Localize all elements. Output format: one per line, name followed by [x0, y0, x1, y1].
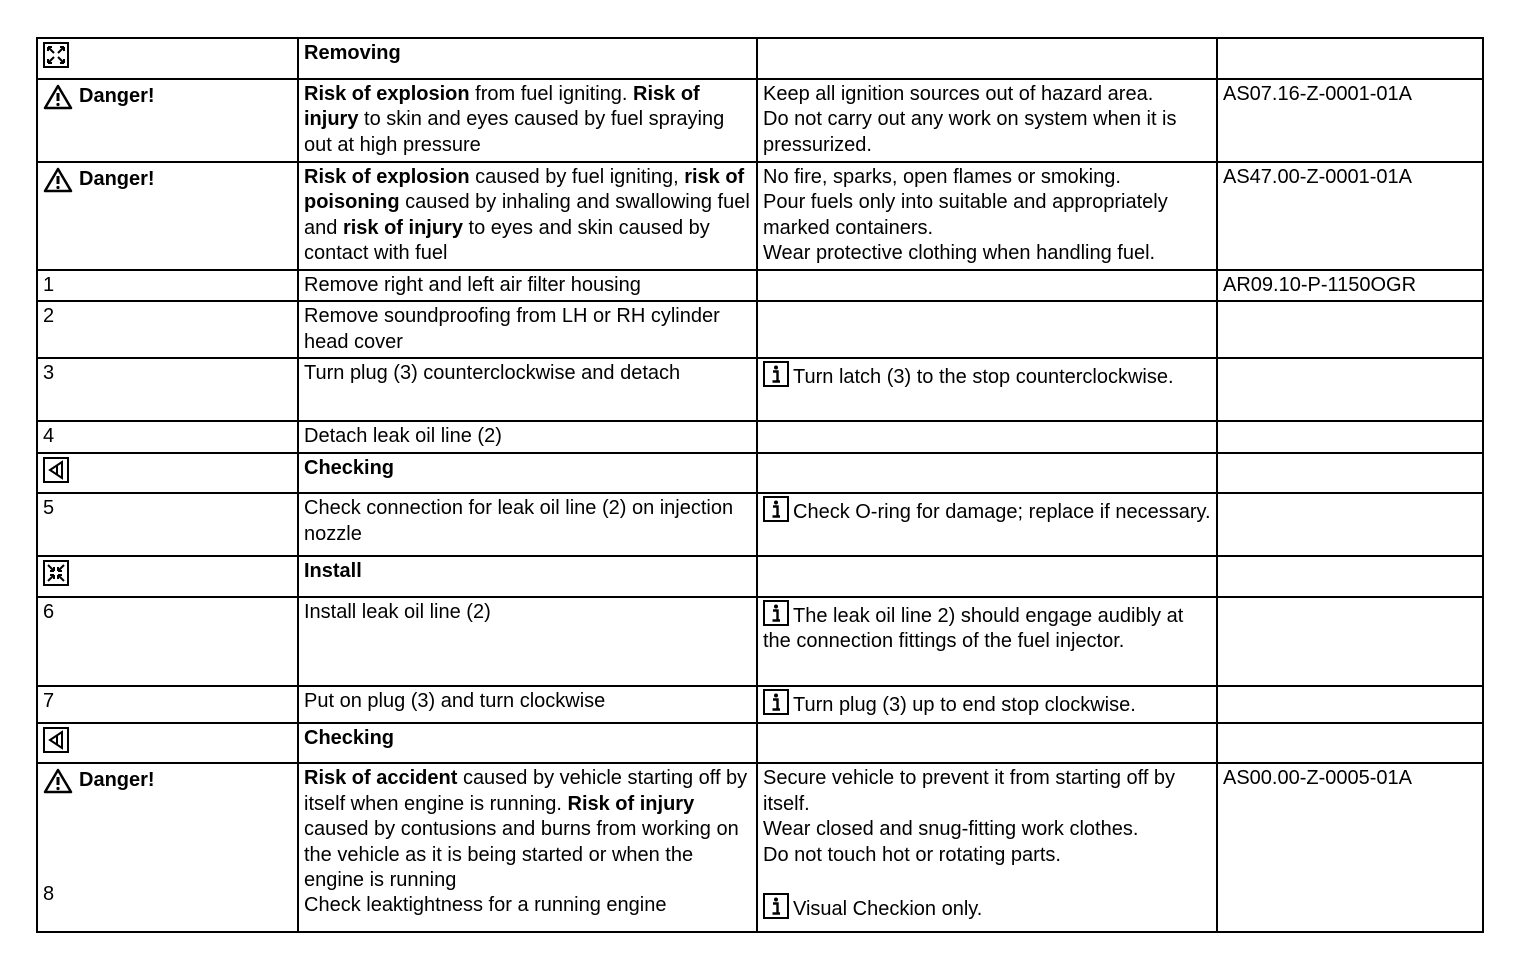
symbol-cell	[37, 38, 298, 79]
step-reference: AR09.10-P-1150OGR	[1217, 270, 1483, 302]
info-icon	[763, 689, 789, 715]
hazard-bold: Risk of explosion	[304, 82, 476, 105]
hazard-measures: Keep all ignition sources out of hazard area. Do not carry out any work on system when it is pressurized.	[757, 79, 1217, 162]
warning-triangle-icon	[43, 167, 73, 193]
danger-label	[43, 84, 292, 110]
step-text: Check leaktightness for a running engine	[304, 894, 667, 916]
hazard-description: Risk of accident caused by vehicle starting off by itself when engine is running. Risk of injury caused by contusions and burns from working on the vehicle as it is being started or when the engine is running Check leaktightness for a running engine	[298, 763, 757, 932]
step-note: Check O-ring for damage; replace if necessary.	[757, 493, 1217, 556]
hazard-step-row	[37, 763, 1483, 932]
step-number: 8	[43, 883, 55, 905]
hazard-row	[37, 162, 1483, 270]
hazard-measures: No fire, sparks, open flames or smoking. Pour fuels only into suitable and appropriately marked containers. Wear protective clothing when handling fuel.	[757, 162, 1217, 270]
section-row-checking	[37, 453, 1483, 494]
danger-text: Danger!	[79, 769, 155, 792]
danger-text: Danger!	[79, 84, 155, 107]
step-row	[37, 686, 1483, 723]
hazard-reference: AS00.00-Z-0005-01A	[1217, 763, 1483, 932]
hazard-bold: Risk of injury	[304, 82, 700, 130]
step-number: 4	[37, 421, 298, 453]
warning-triangle-icon	[43, 84, 73, 110]
step-note: Turn latch (3) to the stop counterclockwise.	[757, 358, 1217, 421]
step-row	[37, 358, 1483, 421]
step-row	[37, 301, 1483, 358]
step-number: 7	[37, 686, 298, 723]
step-number: 5	[37, 493, 298, 556]
step-note: The leak oil line 2) should engage audibly at the connection fittings of the fuel injector.	[757, 597, 1217, 686]
hazard-description: Risk of explosion caused by fuel igniting, risk of poisoning caused by inhaling and swallowing fuel and risk of injury to eyes and skin caused by contact with fuel	[298, 162, 757, 270]
section-row-removing	[37, 38, 1483, 79]
danger-label	[43, 768, 292, 794]
danger-label	[43, 167, 292, 193]
hazard-reference: AS47.00-Z-0001-01A	[1217, 162, 1483, 270]
info-icon	[763, 600, 789, 626]
step-text: Remove right and left air filter housing	[298, 270, 757, 302]
step-text: Put on plug (3) and turn clockwise	[298, 686, 757, 723]
info-icon	[763, 361, 789, 387]
section-row-checking	[37, 723, 1483, 764]
step-text: Turn plug (3) counterclockwise and detach	[298, 358, 757, 421]
step-row	[37, 421, 1483, 453]
section-row-install	[37, 556, 1483, 597]
step-number: 3	[37, 358, 298, 421]
step-number: 6	[37, 597, 298, 686]
section-title-install: Install	[298, 556, 757, 597]
step-text: Check connection for leak oil line (2) on injection nozzle	[298, 493, 757, 556]
step-text: Install leak oil line (2)	[298, 597, 757, 686]
section-title-checking: Checking	[298, 453, 757, 494]
info-icon	[763, 893, 789, 919]
step-text: Remove soundproofing from LH or RH cylinder head cover	[298, 301, 757, 358]
section-title-checking: Checking	[298, 723, 757, 764]
step-number: 1	[37, 270, 298, 302]
install-arrows-icon	[43, 560, 69, 586]
danger-text: Danger!	[79, 167, 155, 190]
section-title-removing: Removing	[298, 38, 757, 79]
hazard-description: Risk of explosion from fuel igniting. Risk of injury to skin and eyes caused by fuel spraying out at high pressure	[298, 79, 757, 162]
step-number: 2	[37, 301, 298, 358]
step-text: Detach leak oil line (2)	[298, 421, 757, 453]
hazard-measures: Secure vehicle to prevent it from starting off by itself. Wear closed and snug-fitting work clothes. Do not touch hot or rotating parts. Visual Checkion only.	[757, 763, 1217, 932]
info-icon	[763, 496, 789, 522]
checking-arrow-icon	[43, 727, 69, 753]
step-row	[37, 597, 1483, 686]
step-note: Turn plug (3) up to end stop clockwise.	[757, 686, 1217, 723]
procedure-table	[36, 37, 1484, 933]
step-note: Visual Checkion only.	[763, 893, 1211, 923]
hazard-row	[37, 79, 1483, 162]
hazard-reference: AS07.16-Z-0001-01A	[1217, 79, 1483, 162]
warning-triangle-icon	[43, 768, 73, 794]
step-row	[37, 493, 1483, 556]
step-row	[37, 270, 1483, 302]
checking-arrow-icon	[43, 457, 69, 483]
removal-arrows-icon	[43, 42, 69, 68]
